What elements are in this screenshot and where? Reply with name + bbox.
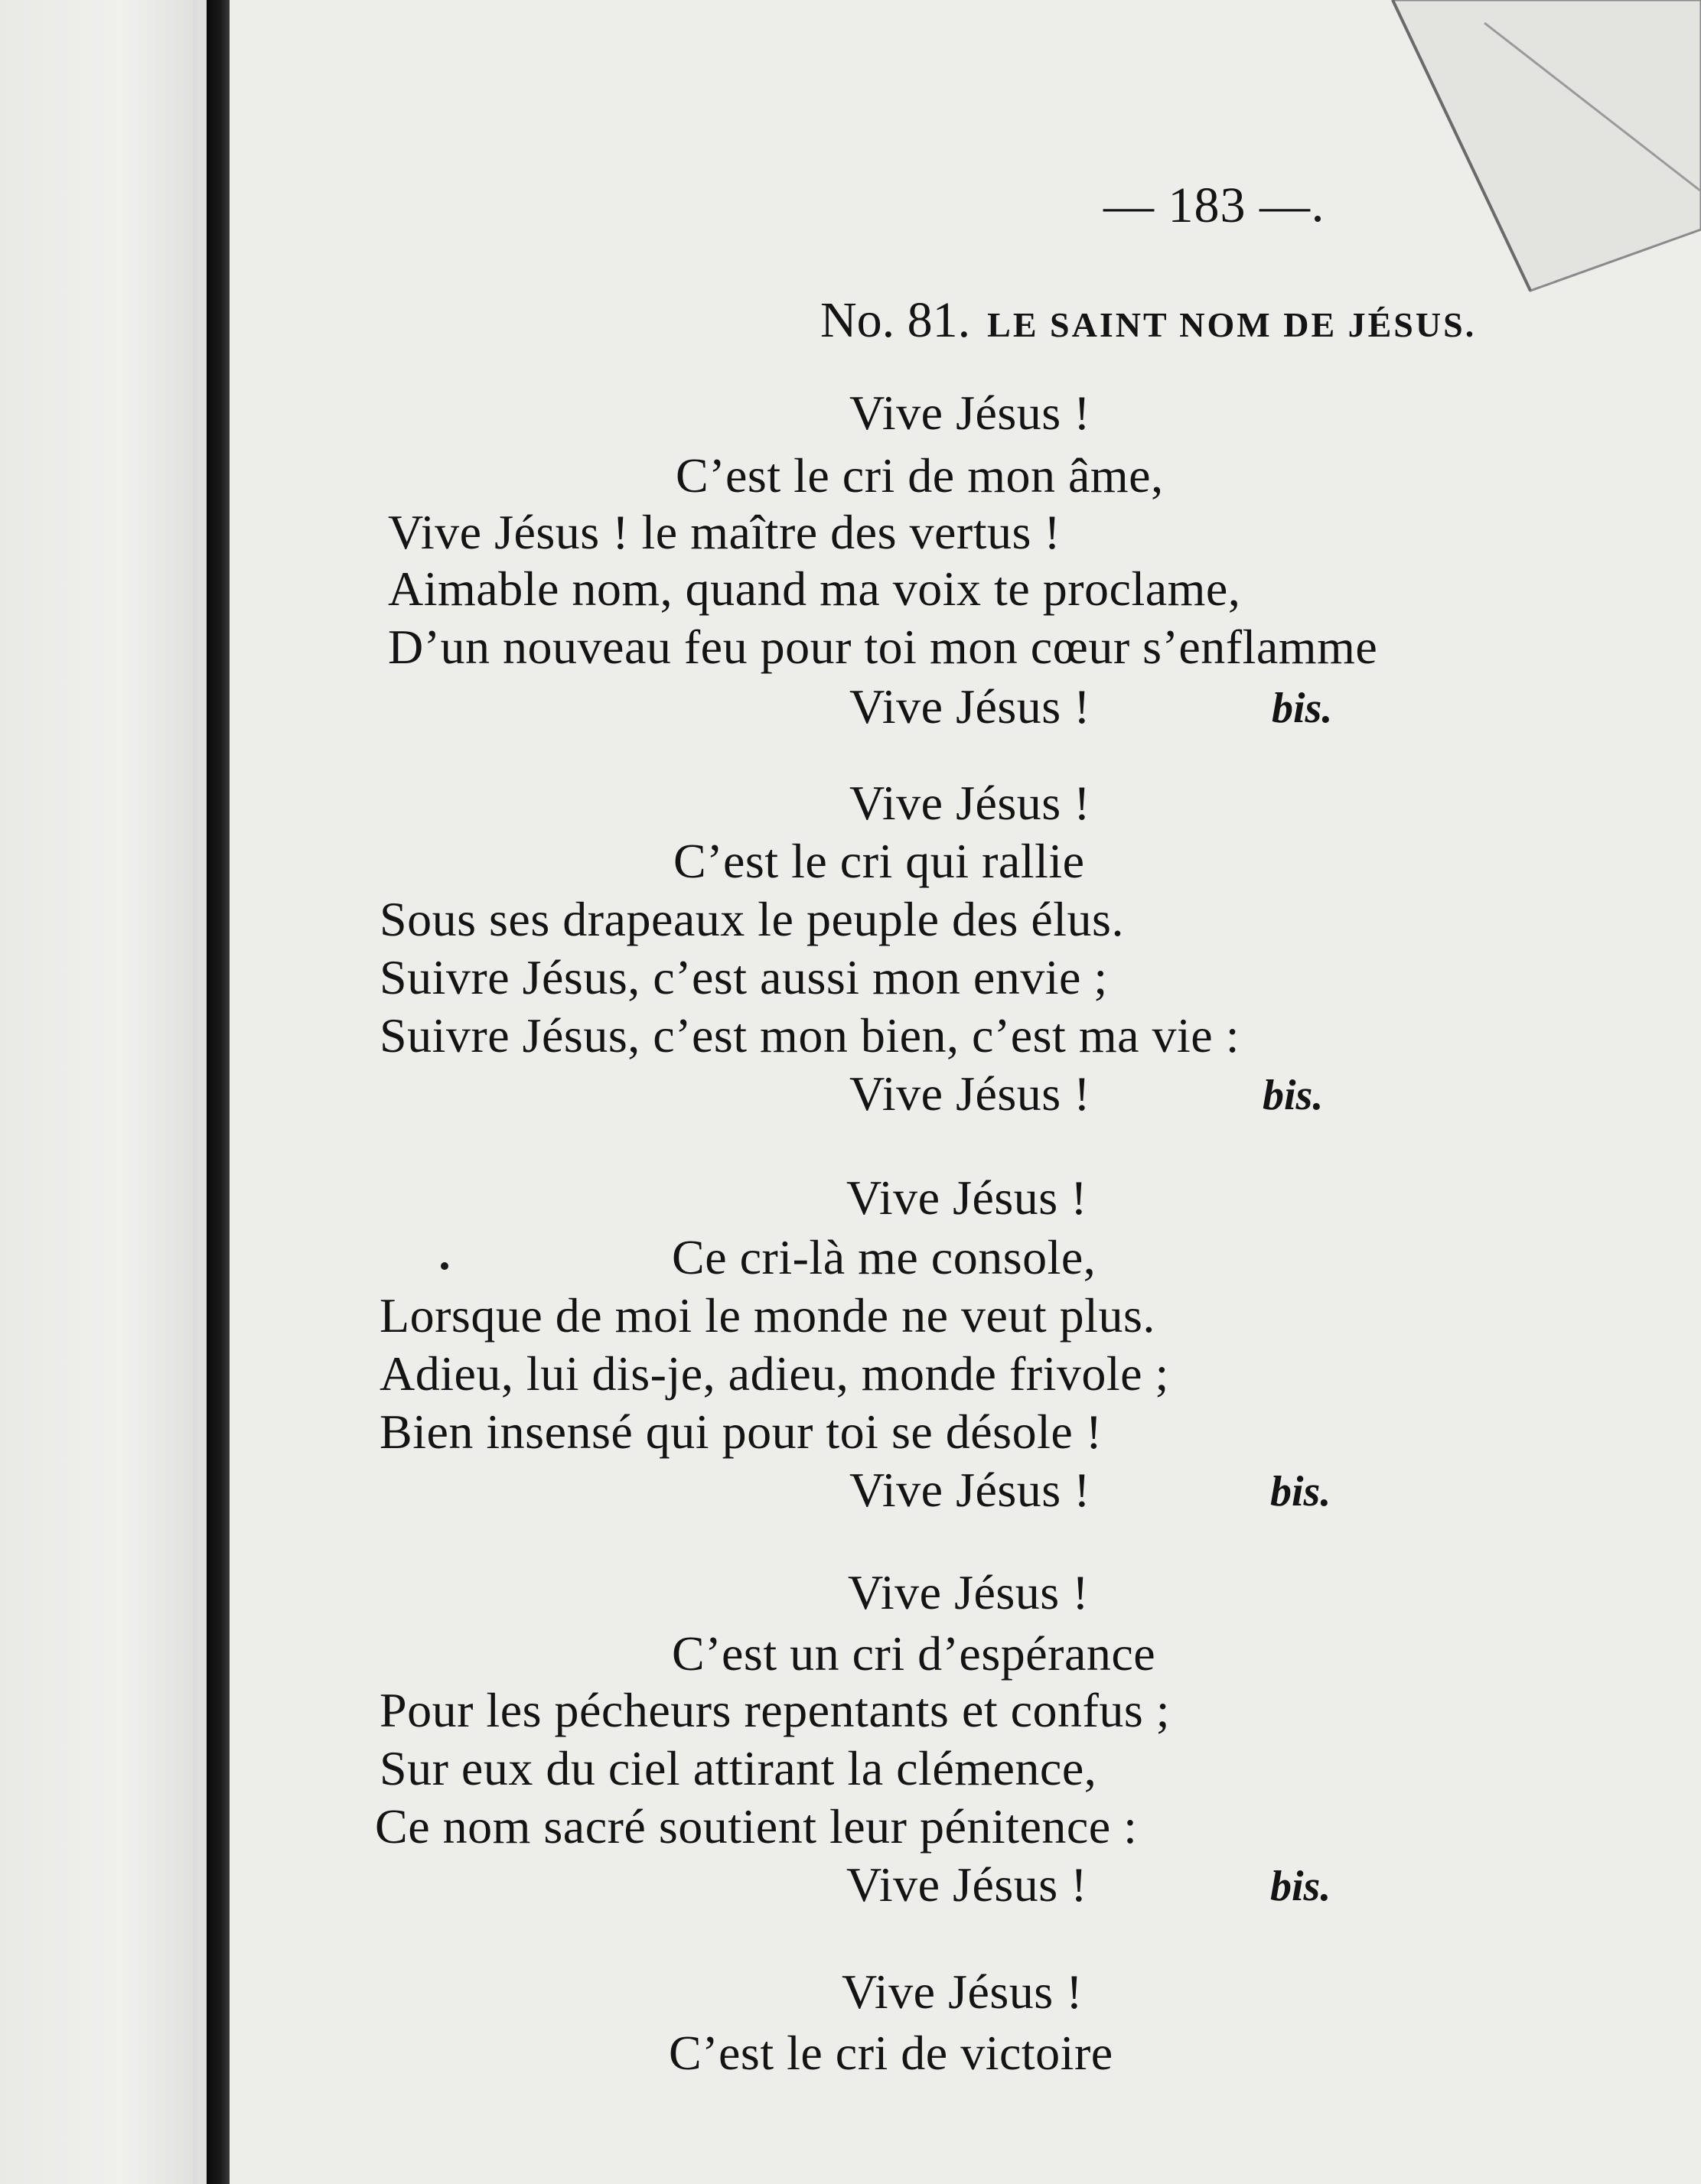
book-spine: [207, 0, 230, 2184]
verse-line: Vive Jésus !: [846, 1170, 1087, 1225]
refrain-marker: bis.: [1272, 685, 1333, 732]
verse-line: Sur eux du ciel attirant la clémence,: [380, 1741, 1097, 1795]
verse-line: Vive Jésus !: [849, 386, 1090, 440]
verse-line: Sous ses drapeaux le peuple des élus.: [380, 892, 1124, 946]
hymn-number: No. 81.: [820, 292, 971, 348]
facing-page-edge: [0, 0, 207, 2184]
verse-line: Lorsque de moi le monde ne veut plus.: [380, 1288, 1155, 1343]
verse-line: Suivre Jésus, c’est mon bien, c’est ma vie :: [380, 1008, 1240, 1063]
verse-line: C’est le cri de mon âme,: [676, 448, 1164, 503]
verse-line: Vive Jésus !: [848, 1565, 1089, 1619]
verse-line: Bien insensé qui pour toi se désole !: [380, 1404, 1103, 1459]
verse-line: Vive Jésus !: [849, 679, 1090, 734]
folded-corner: [230, 0, 1701, 306]
verse-line: Vive Jésus !: [849, 1463, 1090, 1517]
verse-line: Adieu, lui dis-je, adieu, monde frivole ;: [380, 1346, 1169, 1401]
verse-line: D’un nouveau feu pour toi mon cœur s’enflamme: [388, 620, 1378, 674]
verse-line: C’est un cri d’espérance: [672, 1626, 1156, 1681]
verse-line: Vive Jésus !: [846, 1857, 1087, 1912]
facing-page-margin-line: [193, 0, 197, 2184]
verse-line: Pour les pécheurs repentants et confus ;: [380, 1683, 1171, 1737]
verse-line: Vive Jésus !: [849, 1066, 1090, 1121]
verse-line: Ce nom sacré soutient leur pénitence :: [375, 1799, 1138, 1854]
refrain-marker: bis.: [1270, 1863, 1331, 1910]
page-number: — 183 —: [1103, 177, 1311, 233]
verse-line: Vive Jésus !: [849, 776, 1090, 830]
verse-line: C’est le cri qui rallie: [673, 834, 1085, 888]
verse-line: Vive Jésus !: [842, 1964, 1083, 2019]
verse-line: Aimable nom, quand ma voix te proclame,: [388, 561, 1241, 616]
refrain-marker: bis.: [1263, 1072, 1324, 1119]
verse-line: C’est le cri de victoire: [669, 2026, 1113, 2080]
book-page: [230, 0, 1701, 2184]
verse-line: Suivre Jésus, c’est aussi mon envie ;: [380, 950, 1108, 1004]
verse-line: Vive Jésus ! le maître des vertus !: [388, 505, 1061, 559]
ink-speck: [441, 1262, 448, 1270]
hymn-title: [820, 292, 1477, 350]
ink-speck: [1315, 216, 1321, 222]
verse-line: Ce cri-là me console,: [672, 1230, 1097, 1284]
hymn-title-text: LE SAINT NOM DE JÉSUS.: [987, 305, 1477, 344]
refrain-marker: bis.: [1270, 1468, 1331, 1515]
